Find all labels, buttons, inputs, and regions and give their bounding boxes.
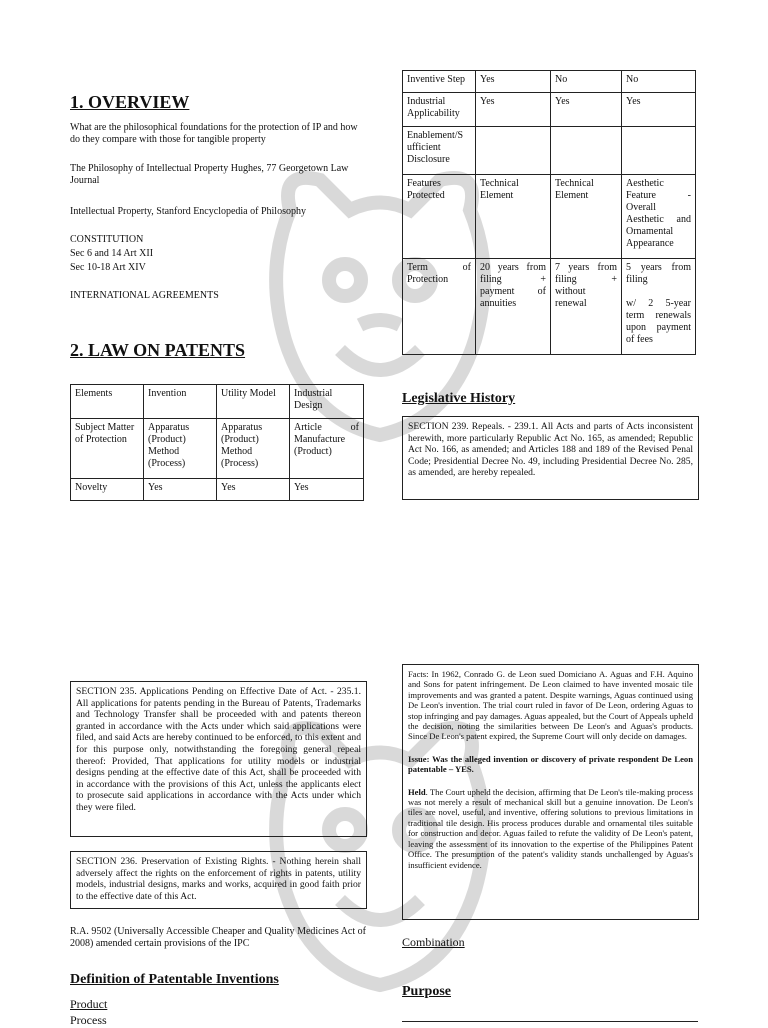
table-cell: Technical Element: [551, 175, 622, 259]
table-row: [403, 175, 696, 259]
table-cell: Inventive Step: [403, 71, 476, 93]
table-header: Industrial Design: [290, 385, 364, 419]
table-cell: Term of Protection: [403, 259, 476, 355]
table-row: [403, 259, 696, 355]
divider-line: [402, 1021, 698, 1022]
table-cell: [551, 127, 622, 175]
table-cell: [622, 259, 696, 355]
table-cell: Technical Element: [476, 175, 551, 259]
table-cell: 20 years from filing + payment of annuities: [476, 259, 551, 355]
table-cell: Industrial Applicability: [403, 93, 476, 127]
section-239-box: SECTION 239. Repeals. - 239.1. All Acts and parts of Acts inconsistent herewith, more particularly Republic Act No. 165, as amended; Republic Act No. 166, as amended; and Articles 188 and 189 of the Revised Penal Code; Presidential Decree No. 49, including Presidential Decree No. 285, as amended, are hereby repealed.: [402, 416, 699, 500]
table-header: Elements: [71, 385, 144, 419]
combination-label: Combination: [402, 935, 465, 949]
term-design-renewals: w/ 2 5-year term renewals upon payment of fees: [626, 298, 691, 345]
international-agreements-label: INTERNATIONAL AGREEMENTS: [70, 290, 219, 301]
patent-comparison-table-continued: [402, 70, 696, 355]
purpose-heading: Purpose: [402, 984, 451, 999]
overview-question: What are the philosophical foundations for the protection of IP and how do they compare with those for tangible property: [70, 122, 358, 145]
case-held-text: . The Court upheld the decision, affirming that De Leon's tile-making process was not merely a result of mechanical skill but a genuine innovation. De Leon's tiles are novel, useful, and inventive, offering solutions to previous limitations in traditional tile design. His process produces durable and ornamental tiles suitable for construction and decor. Aguas failed to refute the validity of De Leon's patent, leaving the assessment of its innovation to the expertise of the Philippines Patent Office. The presumption of the patent's validity stands unchallenged by Aguas's insufficient evidence.: [408, 786, 693, 870]
table-row: [71, 385, 364, 419]
law-on-patents-heading: 2. LAW ON PATENTS: [70, 340, 246, 360]
table-cell: No: [622, 71, 696, 93]
ra-9502-note: R.A. 9502 (Universally Accessible Cheaper and Quality Medicines Act of 2008) amended certain provisions of the IPC: [70, 926, 366, 949]
section-235-box: SECTION 235. Applications Pending on Effective Date of Act. - 235.1. All applications for patents pending in the Bureau of Patents, Trademarks and Technology Transfer shall be proceeded with and patents thereon granted in accordance with the Acts under which said applications were filed, and said Acts are hereby continued to be enforced, to this extent and for this purpose only, notwithstanding the foregoing general repeal thereof: Provided, That applications for utility models or industrial designs pending at the effective date of this Act, shall be proceeded with in accordance with the provisions of this Act, unless the applicants elect to prosecute said applications in accordance with the Acts under which they were filed.: [70, 681, 367, 837]
table-cell: Apparatus (Product) Method (Process): [217, 419, 290, 479]
table-row: [403, 71, 696, 93]
table-cell: Subject Matter of Protection: [71, 419, 144, 479]
definition-heading: Definition of Patentable Inventions: [70, 972, 279, 987]
table-cell: 7 years from filing + without renewal: [551, 259, 622, 355]
case-facts: Facts: In 1962, Conrado G. de Leon sued Domiciano A. Aguas and F.H. Aquino and Sons for patent infringement. De Leon claimed to have invented mosaic tile improvements and was granted a patent. Despite warnings, Aguas continued using De Leon's invention. The trial court ruled in favor of De Leon, ordering Aguas to stop infringing and pay damages. Aguas appealed, but the Court of Appeals upheld the decision, noting the similarities between De Leon's and Aguas's products. Since De Leon's patent expired, the Supreme Court will only decide on damages.: [408, 669, 693, 742]
table-cell: Yes: [144, 479, 217, 501]
table-cell: Yes: [290, 479, 364, 501]
table-cell: Novelty: [71, 479, 144, 501]
process-label: Process: [70, 1013, 107, 1027]
product-label: Product: [70, 997, 108, 1011]
patent-comparison-table: [70, 384, 364, 501]
table-row: [71, 479, 364, 501]
table-row: [403, 93, 696, 127]
section-236-box: SECTION 236. Preservation of Existing Rights. - Nothing herein shall adversely affect the rights on the enforcement of rights in patents, utility models, industrial designs, marks and works, acquired in good faith prior to the effective date of this Act.: [70, 851, 367, 909]
case-digest-box: [402, 664, 699, 920]
table-cell: Enablement/S ufficient Disclosure: [403, 127, 476, 175]
table-row: [71, 419, 364, 479]
table-cell: Yes: [476, 93, 551, 127]
table-cell: Features Protected: [403, 175, 476, 259]
table-cell: Yes: [217, 479, 290, 501]
table-header: Utility Model: [217, 385, 290, 419]
case-held: [408, 787, 693, 870]
table-cell: Yes: [622, 93, 696, 127]
case-issue: Issue: Was the alleged invention or discovery of private respondent De Leon patentable – YES.: [408, 753, 693, 775]
table-row: [403, 127, 696, 175]
table-header: Invention: [144, 385, 217, 419]
table-cell: Article of Manufacture (Product): [290, 419, 364, 479]
table-cell: Aesthetic Feature - Overall Aesthetic and Ornamental Appearance: [622, 175, 696, 259]
constitution-sec-2: Sec 10-18 Art XIV: [70, 262, 146, 273]
constitution-sec-1: Sec 6 and 14 Art XII: [70, 248, 154, 259]
term-design: 5 years from filing: [626, 262, 691, 285]
table-cell: Yes: [476, 71, 551, 93]
constitution-label: CONSTITUTION: [70, 234, 144, 245]
table-cell: No: [551, 71, 622, 93]
legislative-history-heading: Legislative History: [402, 391, 516, 406]
overview-ref-stanford: Intellectual Property, Stanford Encyclopedia of Philosophy: [70, 206, 306, 217]
overview-heading: 1. OVERVIEW: [70, 92, 190, 112]
overview-ref-hughes: The Philosophy of Intellectual Property Hughes, 77 Georgetown Law Journal: [70, 163, 349, 186]
table-cell: [476, 127, 551, 175]
table-cell: Yes: [551, 93, 622, 127]
case-held-label: Held: [408, 786, 426, 797]
table-cell: Apparatus (Product) Method (Process): [144, 419, 217, 479]
table-cell: [622, 127, 696, 175]
